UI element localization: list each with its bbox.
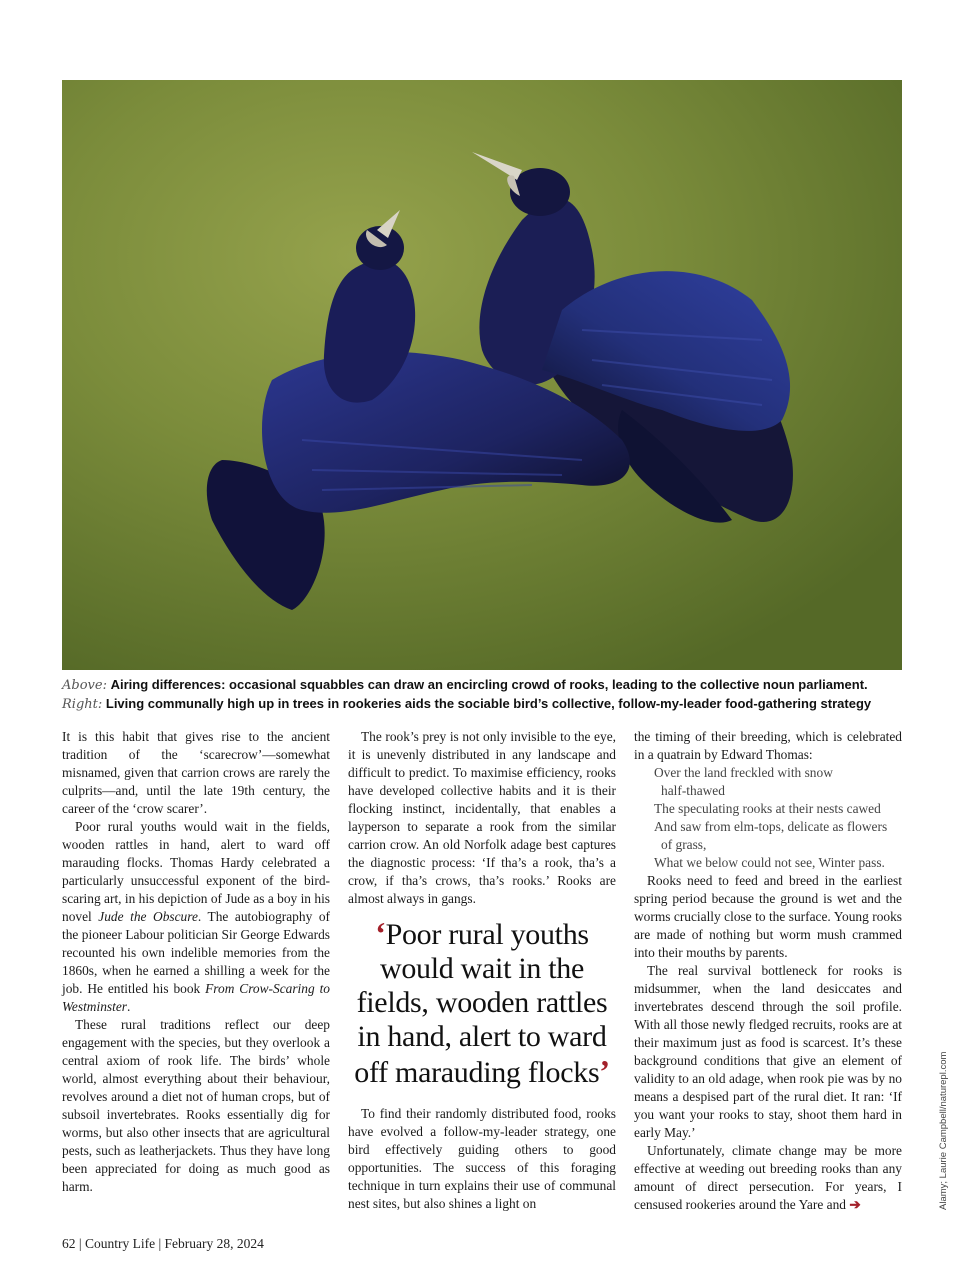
photo-caption <box>62 676 912 714</box>
article-column-1 <box>62 728 330 1196</box>
caption-above-lead: Above: <box>62 678 107 693</box>
page-number: 62 <box>62 1236 76 1251</box>
book-title: Jude the Obscure <box>98 909 198 924</box>
caption-right-text: Living communally high up in trees in rookeries aids the sociable bird’s collective, follow-my-leader food-gathering strategy <box>105 696 872 711</box>
pull-quote <box>343 916 621 1090</box>
poem-quatrain <box>634 764 902 872</box>
poem-line: Over the land freckled with snow <box>654 765 833 780</box>
paragraph: Rooks need to feed and breed in the earliest spring period because the ground is wet and the worms crucially close to the surface. Young rooks are made of nothing but worm mush crammed into their mouths by parents. <box>634 873 902 960</box>
caption-right-lead: Right: <box>62 697 103 712</box>
poem-line: of grass, <box>661 837 707 852</box>
photo-credit: Alamy; Laurie Campbell/naturepl.com <box>938 1051 949 1210</box>
poem-line: The speculating rooks at their nests cawed <box>654 801 881 816</box>
caption-above <box>62 676 912 695</box>
text-run: . The autobiography of the pioneer Labour politician Sir George Edwards recounted his own indelible memories from the 1860s, when he earned a shilling a week for the job. He entitled his book <box>62 909 330 996</box>
paragraph: To find their randomly distributed food, rooks have evolved a follow-my-leader strategy, one bird effectively guiding others to good opportunities. The success of this foraging technique in turn explains their use of communal nest sites, but also shines a light on <box>348 1106 616 1211</box>
paragraph <box>634 1142 902 1214</box>
paragraph: These rural traditions reflect our deep engagement with the species, but they overlook a central axiom of rook life. The birds’ whole world, almost everything about their behaviour, revolves around a diet not of human crops, but of subsoil invertebrates. Rooks essentially dig for worms, but also other insects that are agricultural pests, such as leatherjackets. Thus they have long been appreciated for doing as much good as harm. <box>62 1017 330 1194</box>
paragraph: It is this habit that gives rise to the ancient tradition of the ‘scarecrow’—somewhat misnamed, given that carrion crows are rarely the culprits—and, until the late 19th century, the career of the ‘crow scarer’. <box>62 729 330 816</box>
open-quote-mark: ‘ <box>375 915 386 951</box>
paragraph: The rook’s prey is not only invisible to the eye, it is unevenly distributed in any landscape and difficult to predict. To maximise efficiency, rooks have developed collective habits and it is their flocking instinct, incidentally, that enables a layperson to separate a rook from the similar carrion crow. An old Norfolk adage best captures the diagnostic process: ‘If tha’s a rook, tha’s a crow, if tha’s crows, tha’s rooks.’ Rooks are almost always in gangs. <box>348 729 616 906</box>
paragraph: The real survival bottleneck for rooks is midsummer, when the land desiccates and invertebrates descend through the soil profile. With all those newly fledged recruits, rooks are at their maximum just as food is scarcest. It’s these background conditions that give an element of validity to an old adage, when rook pie was by no means a despised part of the rural diet. It ran: ‘If you want your rooks to stay, shoot them hard in early May.’ <box>634 963 902 1140</box>
separator: | <box>155 1236 165 1251</box>
close-quote-mark: ’ <box>599 1053 610 1089</box>
caption-above-text: Airing differences: occasional squabbles can draw an encircling crowd of rooks, leading to the collective noun parliament. <box>110 677 868 692</box>
poem-line: half-thawed <box>661 783 725 798</box>
hero-photo <box>62 80 902 670</box>
text-run: . <box>126 999 131 1014</box>
caption-right <box>62 695 912 714</box>
book-title: From Crow-Scaring to Westminster <box>62 981 330 1014</box>
separator: | <box>75 1236 85 1251</box>
magazine-name: Country Life <box>84 1236 156 1251</box>
text-run: Poor rural youths would wait in the fields, wooden rattles in hand, alert to ward off marauding flocks. Thomas Hardy celebrated a particularly unsuccessful exponent of the bird-scaring art, in his depiction of Jude as a boy in his novel <box>62 819 330 924</box>
poem-line: What we below could not see, Winter pass. <box>654 855 885 870</box>
article-column-2 <box>348 728 616 908</box>
article-column-3 <box>634 728 902 1214</box>
text-run: Unfortunately, climate change may be more effective at weeding out breeding rooks than any amount of direct persecution. For years, I censused rookeries around the Yare and <box>634 1143 902 1212</box>
rooks-illustration <box>62 80 902 670</box>
article-column-2-lower <box>348 1105 616 1213</box>
paragraph: the timing of their breeding, which is celebrated in a quatrain by Edward Thomas: <box>634 729 902 762</box>
poem-line: And saw from elm-tops, delicate as flowers <box>654 819 888 834</box>
continue-arrow-icon: ➔ <box>849 1197 861 1212</box>
page-footer <box>62 1236 264 1252</box>
issue-date: February 28, 2024 <box>164 1236 264 1251</box>
pull-quote-text: Poor rural youths would wait in the fields, wooden rattles in hand, alert to ward off marauding flocks <box>354 918 608 1089</box>
paragraph <box>62 818 330 1016</box>
